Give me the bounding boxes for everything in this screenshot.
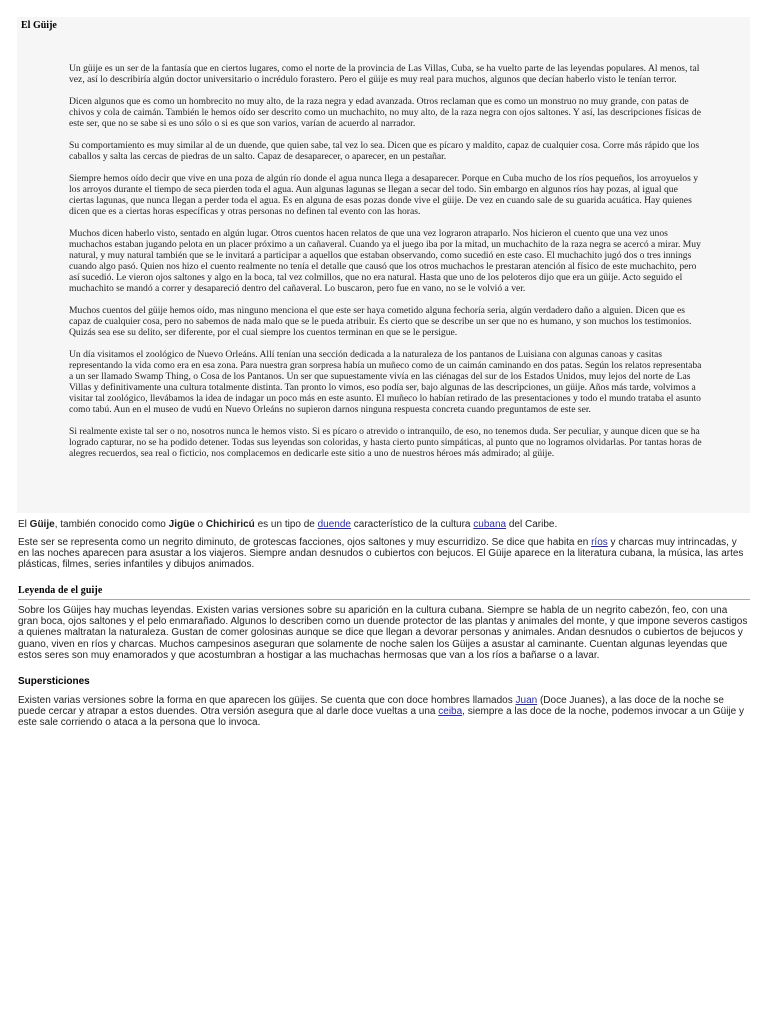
article-body [69,63,703,459]
intro-text: , también conocido como [54,519,169,530]
wiki-intro-paragraph [18,519,750,530]
term-jigue: Jigüe [168,519,195,530]
article-paragraph: Muchos dicen haberlo visto, sentado en algún lugar. Otros cuentos hacen relatos de que una vez lograron atraparlo. Nos hicieron el cuento que una vez unos muchachos estaban jugando pelota en un placer próximo a un cañaveral. Cuando ya el juego iba por la mitad, un muchachito de la raza negra se acercó a mirar. Muy natural, y muy natural también que se le invitará a participar a aquellos que estaban observando, como sucedió en este caso. El muchachito jugó dos o tres innings cuando algo pasó. Quien nos hizo el cuento realmente no tenía el detalle que causó que los otros muchachos le prestaran atención al físico de este muchachito, pero así sucedió. Le vieron ojos saltones y algo en la boca, tal vez colmillos, que no era natural. Hasta que uno de los peloteros dijo que era un güije. Acto seguido el muchachito se mandó a correr y desapareció dentro del cañaveral. Lo buscaron, pero fue en vano, no se le volvió a ver. [69,228,701,294]
legend-text: Sobre los Güijes hay muchas leyendas. Existen varias versiones sobre su aparición en la cultura cubana. Siempre se habla de un negrito cabezón, feo, con una gran boca, ojos saltones y el pelo enmarañado. Algunos lo describen como un duende protector de las plantas y animales del monte, y que impone severos castigos a quienes maltratan la naturaleza. Gustan de comer golosinas aunque se dice que llegan a devorar personas y animales. Andan desnudos o cubiertos de bejucos y guano, viven en ríos y charcas. Muchos campesinos aseguran que solamente de noche salen los Güijes a asustar al caminante. Cuentan algunas leyendas que estos seres son muy enamorados y que acostumbran a hostigar a las muchachas hermosas que van a los ríos a bañarse o a lavar. [18,605,748,661]
article-paragraph: Un güije es un ser de la fantasía que en ciertos lugares, como el norte de la provincia de Las Villas, Cuba, se ha vuelto parte de las leyendas populares. Al menos, tal vez, así lo describiría algún doctor universitario o incrédulo forastero. Pero el güije es muy real para muchos, algunos que decían haberlo visto le tenían terror. [69,63,700,85]
link-ceiba[interactable]: ceiba [438,706,463,718]
supersticiones-text: Existen varias versiones sobre la forma en que aparecen los güijes. Se cuenta que con doce hombres llamados [18,695,516,706]
section-heading-leyenda: Leyenda de el guije [18,585,750,600]
legend-paragraph [18,605,750,661]
intro-text: es un tipo de [254,519,318,530]
article-paragraph: Dicen algunos que es como un hombrecito no muy alto, de la raza negra y edad avanzada. Otros reclaman que es como un monstruo no muy grande, con patas de chivos y cola de caimán. También le hemos oído ser descrito como un muchachito, no muy alto, de la raza negra con ojos saltones. Y así, las descripciones físicas de este ser, que no se sabe si es uno sólo o si es que son varios, varían de acuerdo al narrador. [69,96,701,129]
article-paragraph: Si realmente existe tal ser o no, nosotros nunca le hemos visto. Si es pícaro o atrevido o intranquilo, de eso, no tenemos duda. Ser peculiar, y aunque dicen que se ha logrado capturar, no se ha podido detener. Todas sus leyendas son coloridas, y hasta cierto punto simpáticas, al punto que no logramos olvidarlas. Por tantas horas de alegres recuerdos, sea real o ficticio, nos complacemos en dedicarle este sitio a uno de nuestros héroes más admirado; al güije. [69,426,702,459]
link-cubana[interactable]: cubana [473,519,507,530]
subheading-supersticiones: Supersticiones [18,676,90,687]
supersticiones-text: , siempre a las doce de la noche, podemos invocar a un Güije y este sale corriendo o ataca a la persona que lo invoca. [18,706,744,729]
article-paragraph: Siempre hemos oído decir que vive en una poza de algún río donde el agua nunca llega a desaparecer. Porque en Cuba mucho de los ríos pequeños, los arroyuelos y los arroyos durante el tiempo de seca pierden toda el agua. Aun algunas lagunas se llegan a secar del todo. Sin embargo en algunos ríos hay pozas, al igual que ciertas lagunas, que nunca llegan a perder toda el agua. Es en alguna de esas pozas donde vive el güije. De vez en cuando sale de su guarida acuática. Hay quienes dicen que es a ciertas horas específicas y otras personas no definen tal evento con las horas. [69,173,698,217]
link-juan[interactable]: Juan [515,695,538,706]
wiki-description-paragraph [18,537,750,571]
article-paragraph: Muchos cuentos del güije hemos oído, mas ninguno menciona el que este ser haya cometido alguna fechoría seria, algún verdadero daño a alguien. Dicen que es capaz de cualquier cosa, pero no sabemos de nada malo que se le pueda atribuir. Es cierto que se describe un ser que no es humano, y son muchos los testimonios. Quizás sea ese su delito, ser diferente, por el cual siempre los cuentos terminan en que se le persigue. [69,305,692,338]
article-box [17,17,750,513]
link-rios[interactable]: ríos [591,537,608,548]
intro-text: o [194,519,206,530]
intro-text: característico de la cultura [351,519,474,530]
supersticiones-text: (Doce Juanes), a las doce de la noche se puede cercar y atrapar a estos duendes. Otra versión asegura que al darle doce vueltas a una [18,695,724,718]
article-title: El Güije [21,20,57,31]
term-chichiricu: Chichiricú [205,519,255,530]
article-paragraph: Su comportamiento es muy similar al de un duende, que quien sabe, tal vez lo sea. Dicen que es pícaro y maldito, capaz de cualquier cosa. Corre más rápido que los caballos y salta las cercas de piedras de un salto. Capaz de desaparecer, o aparecer, en un pestañar. [69,140,700,162]
desc-text: y charcas muy intrincadas, y en las noches aparecen para asustar a los viajeros. Siempre andan desnudos o cubiertos con bejucos. El Güije aparece en la literatura cubana, la música, las artes plásticas, filmes, series infantiles y dibujos animados. [18,537,744,571]
article-paragraph: Un día visitamos el zoológico de Nuevo Orleáns. Allí tenían una sección dedicada a la naturaleza de los pantanos de Luisiana con algunas canoas y casitas representando la vida como era en esa zona. Para nuestra gran sorpresa había un muñeco como de un caimán caminando en dos patas. Según los relatos representaba a un ser llamado Swamp Thing, o Cosa de los Pantanos. Un ser que supuestamente vivía en las ciénagas del sur de los Estados Unidos, muy lejos del norte de Las Villas y definitivamente una cultura totalmente distinta. Tan pronto lo vimos, eso podía ser, bajo algunas de las descripciones, un güije. Años más tarde, volvimos a visitar tal zoológico, llevábamos la idea de indagar un poco más en este asunto. El muñeco lo habían retirado de las presentaciones y todo el mundo trataba el asunto como tabú. Aun en el museo de vudú en Nuevo Orleáns no supieron darnos ninguna respuesta concreta cuando preguntamos de este ser. [69,349,702,415]
term-guije: Güije [29,519,55,530]
intro-text: del Caribe. [506,519,558,530]
link-duende[interactable]: duende [317,519,351,530]
supersticiones-paragraph [18,695,750,729]
intro-text: El [18,519,30,530]
desc-text: Este ser se representa como un negrito diminuto, de grotescas facciones, ojos saltones y muy escurridizo. Se dice que habita en [18,537,592,548]
